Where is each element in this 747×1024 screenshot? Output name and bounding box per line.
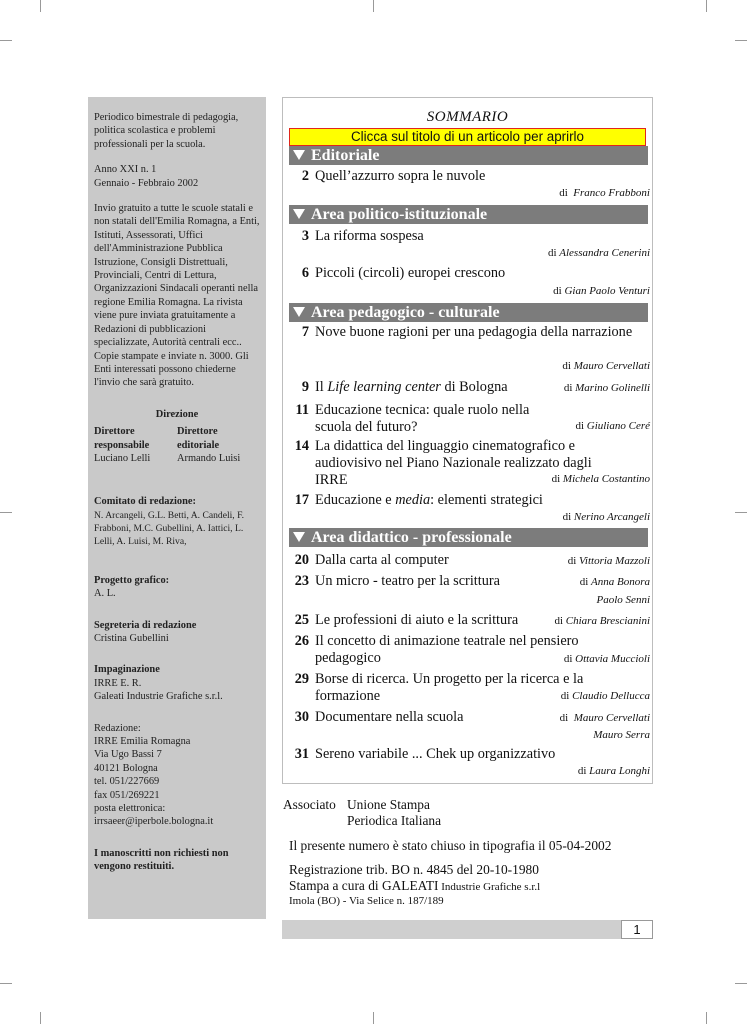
tipografia-note: Il presente numero è stato chiuso in tipografia il 05-04-2002	[289, 838, 612, 853]
article-author: di Vittoria Mazzoli	[567, 555, 650, 567]
article-title-link[interactable]: Un micro - teatro per la scrittura	[315, 573, 500, 589]
stampa-note: Stampa a cura di GALEATI Industrie Grafiche s.r.l	[289, 878, 541, 893]
crop-mark	[735, 40, 747, 41]
masthead-sidebar	[88, 97, 266, 919]
page-number: 1	[621, 920, 653, 939]
page-ref: 3	[301, 228, 309, 244]
article-author: di Michela Costantino	[551, 473, 650, 485]
direttore-editoriale-label: Direttore editoriale	[177, 426, 220, 451]
triangle-down-icon	[293, 532, 305, 542]
sommario-title: SOMMARIO	[283, 109, 652, 126]
indirizzo-note: Imola (BO) - Via Selice n. 187/189	[289, 895, 444, 907]
manoscritti-note: I manoscritti non richiesti non vengono restituiti.	[94, 847, 229, 873]
redazione-line: posta elettronica:	[94, 803, 166, 815]
article-author: di Mauro Cervellati	[562, 360, 650, 372]
associato-label: Associato	[283, 797, 336, 812]
article-title-link[interactable]: Il concetto di animazione teatrale nel pensiero pedagogico	[315, 633, 579, 666]
page-ref: 7	[301, 324, 309, 340]
article-author: di Franco Frabboni	[559, 187, 650, 199]
page-ref: 11	[295, 402, 309, 418]
issue-number: Anno XXI n. 1	[94, 164, 157, 176]
triangle-down-icon	[293, 307, 305, 317]
crop-mark	[373, 1012, 374, 1024]
article-title-link[interactable]: Educazione tecnica: quale ruolo nella scuola del futuro?	[315, 402, 530, 435]
page-ref: 30	[294, 709, 309, 725]
article-title-link[interactable]: Piccoli (circoli) europei crescono	[315, 265, 506, 281]
triangle-down-icon	[293, 209, 305, 219]
article-title-link[interactable]: Sereno variabile ... Chek up organizzativo	[315, 746, 556, 762]
masthead-intro: Periodico bimestrale di pedagogia, politica scolastica e problemi professionali per la scuola.	[94, 112, 239, 150]
crop-mark	[373, 0, 374, 12]
registrazione-note: Registrazione trib. BO n. 4845 del 20-10-1980	[289, 862, 539, 877]
crop-mark	[40, 1012, 41, 1024]
impaginazione-block	[94, 663, 260, 703]
redazione-label: Redazione:	[94, 722, 141, 734]
sommario-box	[282, 97, 653, 784]
article-title-link[interactable]: Le professioni di aiuto e la scrittura	[315, 612, 519, 628]
article-author: di Chiara Brescianini	[554, 615, 650, 627]
comitato-block	[94, 495, 260, 547]
redazione-line: Via Ugo Bassi 7	[94, 749, 162, 761]
article-title-link[interactable]: Quell’azzurro sopra le nuvole	[315, 168, 486, 184]
impaginazione-line: Galeati Industrie Grafiche s.r.l.	[94, 691, 223, 703]
page-ref: 31	[294, 746, 309, 762]
direzione-grid	[94, 425, 260, 465]
article-author: di Gian Paolo Venturi	[553, 285, 650, 297]
direttore-responsabile	[94, 425, 177, 465]
crop-mark	[706, 1012, 707, 1024]
section-didattico-professionale	[289, 528, 648, 547]
redazione-line: 40121 Bologna	[94, 762, 158, 774]
crop-mark	[0, 983, 12, 984]
article-author-second: Paolo Senni	[596, 594, 650, 606]
page-ref: 2	[301, 168, 309, 184]
article-author: di Laura Longhi	[577, 765, 650, 777]
page-ref: 23	[294, 573, 309, 589]
section-politico-istituzionale	[289, 205, 648, 224]
article-title-link[interactable]: Educazione e media: elementi strategici	[315, 492, 543, 508]
article-title-link[interactable]: La riforma sospesa	[315, 228, 424, 244]
segreteria-value: Cristina Gubellini	[94, 632, 169, 644]
impaginazione-label: Impaginazione	[94, 664, 160, 676]
segreteria-label: Segreteria di redazione	[94, 619, 197, 631]
article-title-link[interactable]: Nove buone ragioni per una pedagogia della narrazione	[315, 324, 633, 340]
article-author: di Anna Bonora	[579, 576, 650, 588]
article-title-link[interactable]: Documentare nella scuola	[315, 709, 464, 725]
crop-mark	[40, 0, 41, 12]
impaginazione-line: IRRE E. R.	[94, 677, 142, 689]
redazione-block	[94, 722, 260, 829]
crop-mark	[706, 0, 707, 12]
page-ref: 29	[294, 671, 309, 687]
article-author: di Marino Golinelli	[563, 382, 650, 394]
section-editoriale	[289, 146, 648, 165]
article-author: di Alessandra Cenerini	[547, 247, 650, 259]
page-ref: 20	[294, 552, 309, 568]
direzione-heading: Direzione	[155, 408, 199, 420]
direttore-responsabile-name: Luciano Lelli	[94, 452, 151, 464]
progetto-block	[94, 574, 260, 601]
redazione-line: IRRE Emilia Romagna	[94, 736, 191, 747]
segreteria-block	[94, 619, 260, 646]
section-title: Area didattico - professionale	[311, 529, 512, 546]
comitato-label: Comitato di redazione:	[94, 496, 196, 508]
article-author: di Nerino Arcangeli	[562, 511, 650, 523]
triangle-down-icon	[293, 150, 305, 160]
page-ref: 14	[294, 438, 309, 454]
distribution-note: Invio gratuito a tutte le scuole statali e non statali dell'Emilia Romagna, a Enti, Istituti, Assessorati, Uffici dell'Amministrazione Pubblica Istruzione, Consigli Distrettuali, Provinciali, Centri di Lettura, Organizzazioni Sindacali operanti nella regione Emilia Romagna. La rivista viene pure inviata gratuitamente a Redazioni di pubblicazioni specializzate, Autorità centrali ecc.. Copie stampate e inviate n. 3000. Gli Enti interessati possono chiederne l'invio che sarà gratuito.	[94, 203, 260, 389]
page-ref: 25	[294, 612, 309, 628]
redazione-line: tel. 051/227669	[94, 776, 160, 788]
page-ref: 26	[294, 633, 309, 649]
section-title: Area politico-istituzionale	[311, 206, 488, 223]
direttore-editoriale-name: Armando Luisi	[177, 452, 241, 464]
article-author: di Giuliano Ceré	[575, 420, 650, 432]
redazione-email: irrsaeer@iperbole.bologna.it	[94, 816, 214, 828]
click-instruction-banner: Clicca sul titolo di un articolo per aprirlo	[289, 128, 646, 146]
crop-mark	[735, 983, 747, 984]
progetto-value: A. L.	[94, 588, 116, 600]
section-title: Area pedagogico - culturale	[311, 304, 500, 321]
article-title-link[interactable]: La didattica del linguaggio cinematografico e audiovisivo nel Piano Nazionale realizzato dagli IRRE	[315, 438, 592, 488]
crop-mark	[0, 512, 12, 513]
article-title-link[interactable]: Dalla carta al computer	[315, 552, 449, 568]
page-ref: 6	[301, 265, 309, 281]
comitato-names: N. Arcangeli, G.L. Betti, A. Candeli, F. Frabboni, M.C. Gubellini, A. Iattici, L. Lelli, A. Luisi, M. Riva,	[94, 509, 245, 547]
page-number-strip	[282, 920, 653, 939]
manoscritti-block	[94, 847, 260, 874]
progetto-label: Progetto grafico:	[94, 574, 170, 586]
issue-date: Gennaio - Febbraio 2002	[94, 177, 199, 189]
article-author: di Mauro Cervellati	[559, 712, 650, 724]
direttore-editoriale	[177, 425, 260, 465]
article-title-link[interactable]: Il Life learning center di Bologna	[315, 379, 508, 395]
section-title: Editoriale	[311, 147, 380, 164]
page-ref: 9	[301, 379, 309, 395]
unione-stampa: Unione Stampa Periodica Italiana	[347, 797, 442, 828]
article-author: di Ottavia Muccioli	[563, 653, 650, 665]
crop-mark	[735, 512, 747, 513]
article-author-second: Mauro Serra	[593, 729, 650, 741]
redazione-line: fax 051/269221	[94, 789, 160, 801]
crop-mark	[0, 40, 12, 41]
article-author: di Claudio Dellucca	[560, 690, 650, 702]
article-title-link[interactable]: Borse di ricerca. Un progetto per la ricerca e la formazione	[315, 671, 584, 704]
page-ref: 17	[294, 492, 309, 508]
direttore-responsabile-label: Direttore responsabile	[94, 426, 150, 451]
section-pedagogico-culturale	[289, 303, 648, 322]
